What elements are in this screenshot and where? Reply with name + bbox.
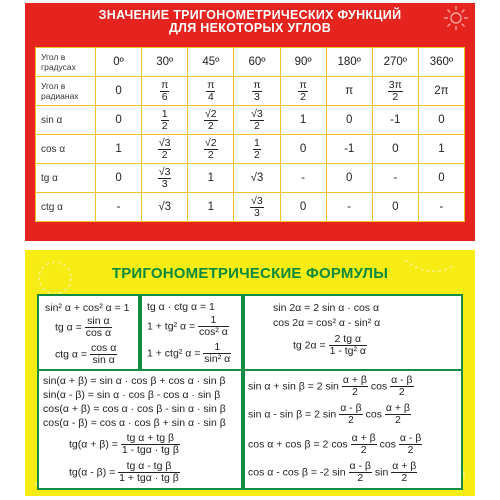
table-cell [142,77,188,106]
table-cell [142,135,188,164]
tg-difference: tg(α - β) = $\frac{\text{tg α - tg β}}{\text{1 + tgα · tg β}}$ [69,460,179,484]
trig-values-table [35,47,465,222]
tg-ctg-product: tg α · ctg α = 1 [147,301,215,313]
table-cell: 0º [96,48,142,77]
tg-sum: tg(α + β) = $\frac{\text{tg α + tg β}}{\text{1 - tgα · tg β}}$ [69,432,179,456]
table-cell [188,77,234,106]
tg-definition: tg α = $\frac{\text{sin α}}{\text{cos α}}$ [55,315,112,339]
sin-double-angle: sin 2α = 2 sin α · cos α [273,302,380,314]
trig-table-title-line2: ДЛЯ НЕКОТОРЫХ УГЛОВ [168,21,332,35]
pythagorean-identity: sin² α + cos² α = 1 [45,302,130,314]
table-cell: 60º [234,48,280,77]
table-row [36,135,465,164]
sin-difference-to-product: sin α - sin β = 2 sin $\frac{\alpha - \beta}{2}$ cos $\frac{\alpha + \beta}{2}$ [248,402,410,426]
table-cell [234,77,280,106]
table-cell: 1 [188,164,234,193]
table-cell [280,77,326,106]
trig-table-title [25,9,475,35]
fraction: $\frac{1}{2}$ [254,136,260,161]
table-cell: - [418,193,464,222]
trig-formulas-card [25,250,475,496]
table-cell: - [280,164,326,193]
sum-to-product-box [243,369,463,490]
table-cell [234,193,280,222]
table-cell: 0 [280,135,326,164]
table-cell: √3 [142,193,188,222]
trig-values-card [25,3,475,241]
table-row [36,48,465,77]
table-cell: 0 [326,106,372,135]
formulas-title: ТРИГОНОМЕТРИЧЕСКИЕ ФОРМУЛЫ [111,265,389,282]
table-cell: 0 [372,193,418,222]
fraction: $\frac{\pi}{3}$ [253,78,261,103]
fraction: $\frac{√2}{2}$ [205,136,217,161]
table-cell: 0 [372,135,418,164]
one-plus-tg-squared: 1 + tg² α = $\frac{1}{\text{cos² α}}$ [147,314,228,338]
fraction: $\frac{\pi}{4}$ [207,78,215,103]
sin-sum-to-product: sin α + sin β = 2 sin $\frac{\alpha + \beta}{2}$ cos $\frac{\alpha - \beta}{2}$ [248,374,413,398]
table-row [36,193,465,222]
table-cell: 0 [418,164,464,193]
table-cell [142,164,188,193]
basic-identities-box [37,294,140,371]
tg-ctg-identities-box [140,294,243,371]
cos-difference-to-product: cos α - cos β = -2 sin $\frac{\alpha - \beta}{2}$ sin $\frac{\alpha + \beta}{2}$ [248,460,417,484]
fraction: $\frac{3\pi}{2}$ [388,78,402,103]
table-row [36,77,465,106]
row-header-radians: Угол в радианах [36,77,96,106]
addition-formulas-box [37,369,243,490]
table-cell [234,135,280,164]
table-cell: 0 [96,164,142,193]
trig-table-title-line1: ЗНАЧЕНИЕ ТРИГОНОМЕТРИЧЕСКИХ ФУНКЦИЙ [98,8,402,22]
table-cell: 1 [96,135,142,164]
table-cell: 360º [418,48,464,77]
table-cell: - [96,193,142,222]
fraction: $\frac{1}{2}$ [161,107,168,132]
table-cell: - [326,193,372,222]
sin-difference: sin(α - β) = sin α · cos β - cos α · sin β [43,389,221,401]
table-cell [234,106,280,135]
row-header-degrees: Угол в градусах [36,48,96,77]
table-cell: 1 [188,193,234,222]
table-cell: 0 [326,164,372,193]
table-cell: π [326,77,372,106]
table-cell [372,77,418,106]
table-cell: 270º [372,48,418,77]
row-header-sin: sin α [36,106,96,135]
table-cell: - [372,164,418,193]
table-cell: 30º [142,48,188,77]
table-cell: √3 [234,164,280,193]
table-cell: -1 [326,135,372,164]
row-header-tg: tg α [36,164,96,193]
table-cell: 0 [96,106,142,135]
table-row [36,164,465,193]
ctg-definition: ctg α = $\frac{\text{cos α}}{\text{sin α}}$ [55,342,117,366]
table-cell: 2π [418,77,464,106]
table-cell: 45º [188,48,234,77]
cos-double-angle: cos 2α = cos² α - sin² α [273,317,381,329]
cos-sum-to-product: cos α + cos β = 2 cos $\frac{\alpha + \beta}{2}$ cos $\frac{\alpha - \beta}{2}$ [248,432,422,456]
fraction: $\frac{√3}{3}$ [158,165,171,190]
fraction: $\frac{√3}{3}$ [251,194,263,219]
table-cell [142,106,188,135]
table-cell: 1 [280,106,326,135]
table-cell [188,135,234,164]
row-header-cos: cos α [36,135,96,164]
row-header-ctg: ctg α [36,193,96,222]
one-plus-ctg-squared: 1 + ctg² α = $\frac{1}{\text{sin² α}}$ [147,341,231,365]
table-cell: 0 [418,106,464,135]
double-angle-box [243,294,463,371]
fraction: $\frac{\pi}{6}$ [161,78,169,103]
table-cell: 90º [280,48,326,77]
table-cell [188,106,234,135]
table-row [36,106,465,135]
table-cell: 0 [280,193,326,222]
fraction: $\frac{\pi}{2}$ [299,78,307,103]
fraction: $\frac{√3}{2}$ [158,136,171,161]
cos-difference: cos(α - β) = cos α · cos β + sin α · sin β [43,417,226,429]
table-cell: 0 [96,77,142,106]
table-cell: 180º [326,48,372,77]
fraction: $\frac{√3}{2}$ [251,107,263,132]
sin-sum: sin(α + β) = sin α · cos β + cos α · sin β [43,375,226,387]
tg-double-angle: tg 2α = $\frac{\text{2 tg α}}{\text{1 - tg² α}}$ [293,333,366,357]
cos-sum: cos(α + β) = cos α · cos β - sin α · sin β [43,403,226,415]
table-cell: -1 [372,106,418,135]
table-cell: 1 [418,135,464,164]
fraction: $\frac{√2}{2}$ [205,107,217,132]
